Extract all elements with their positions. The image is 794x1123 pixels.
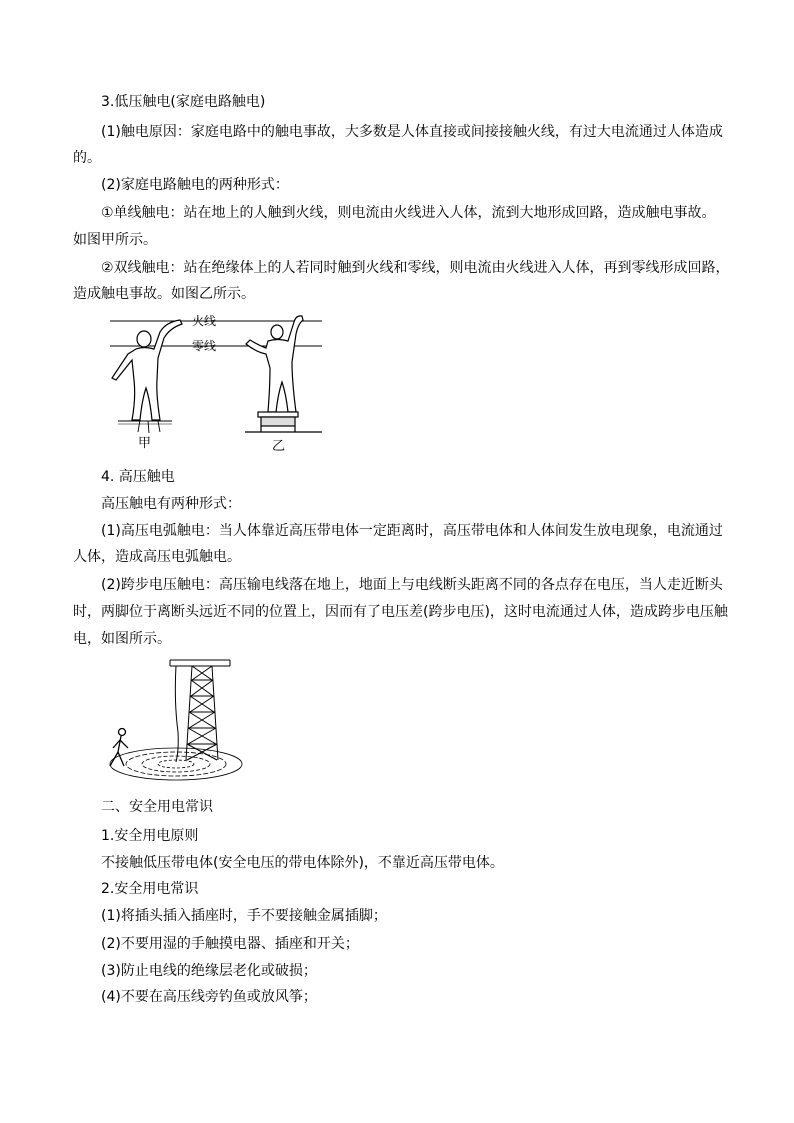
safety-section-title: 二、安全用电常识 — [101, 799, 213, 815]
safety-item: (3)防止电线的绝缘层老化或破损； — [101, 963, 317, 979]
section3-para4-line1: ②双线触电：站在绝缘体上的人若同时触到火线和零线，则电流由火线进入人体，再到零线形成回路， — [101, 260, 730, 276]
safety-principle-title: 1.安全用电原则 — [101, 828, 199, 844]
section4-para1-line2: 人体，造成高压电弧触电。 — [73, 549, 241, 565]
person-single-line-icon — [112, 320, 182, 433]
safety-item: (2)不要用湿的手触摸电器、插座和开关； — [101, 936, 359, 952]
safety-item: (1)将插头插入插座时，手不要接触金属插脚； — [101, 908, 387, 924]
section3-para1-line1: (1)触电原因：家庭电路中的触电事故，大多数是人体直接或间接接触火线，有过大电流通过人体造成 — [101, 124, 723, 140]
neutral-wire-label: 零线 — [192, 339, 217, 353]
person-double-line-icon — [246, 316, 303, 432]
transmission-tower-icon — [170, 660, 230, 762]
safety-principle-text: 不接触低压带电体(安全电压的带电体除外)，不靠近高压带电体。 — [101, 855, 504, 871]
walking-person-icon — [110, 729, 128, 767]
section4-para2-line2: 时，两脚位于离断头远近不同的位置上，因而有了电压差(跨步电压)，这时电流通过人体，造成跨步电压触 — [73, 604, 728, 620]
section4-para1-line1: (1)高压电弧触电：当人体靠近高压带电体一定距离时，高压带电体和人体间发生放电现象，电流通过 — [101, 523, 723, 539]
section4-title: 4. 高压触电 — [101, 469, 175, 485]
figure-step-voltage — [100, 652, 245, 784]
figure-label-a: 甲 — [138, 436, 152, 451]
ground-rings-icon — [110, 748, 242, 780]
section3-para3-line1: ①单线触电：站在地上的人触到火线，则电流由火线进入人体，流到大地形成回路，造成触电事故。 — [101, 205, 716, 221]
figure-low-voltage-shock — [100, 308, 330, 458]
section3-para2: (2)家庭电路触电的两种形式： — [101, 177, 289, 193]
section3-para1-line2: 的。 — [73, 150, 101, 166]
section4-para2-line1: (2)跨步电压触电：高压输电线落在地上，地面上与电线断头距离不同的各点存在电压，当人走近断头 — [101, 577, 723, 593]
section3-para3-line2: 如图甲所示。 — [73, 232, 157, 248]
safety-knowledge-title: 2.安全用电常识 — [101, 881, 199, 897]
figure-label-b: 乙 — [272, 439, 286, 454]
safety-item: (4)不要在高压线旁钓鱼或放风筝； — [101, 989, 317, 1005]
section4-intro: 高压触电有两种形式： — [101, 496, 241, 512]
section3-title: 3.低压触电(家庭电路触电) — [101, 94, 266, 110]
live-wire-label: 火线 — [192, 314, 217, 328]
section4-para2-line3: 电，如图所示。 — [73, 631, 171, 647]
section3-para4-line2: 造成触电事故。如图乙所示。 — [73, 286, 255, 302]
